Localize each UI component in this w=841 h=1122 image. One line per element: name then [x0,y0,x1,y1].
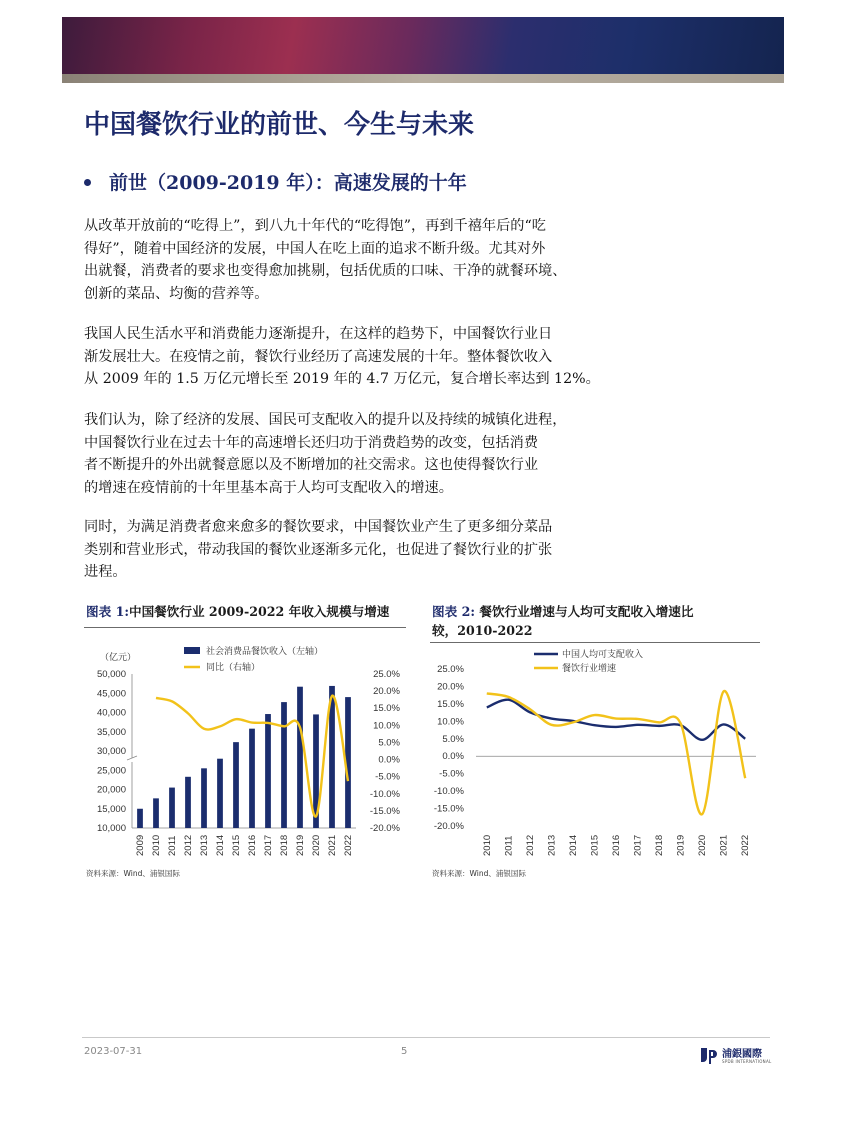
y-tick-label: -10.0% [433,786,464,798]
bar-2011 [169,788,175,828]
x-tick-label: 2015 [231,834,242,856]
x-tick-label: 2010 [481,834,493,856]
figure-1-label: 图表 1: [86,604,129,619]
chart-1-unit-label: （亿元） [100,652,137,662]
page-number: 5 [401,1046,408,1057]
paragraph-line: 从 2009 年的 1.5 万亿元增长至 2019 年的 4.7 万亿元，复合增长率达到 12%。 [84,371,600,387]
y-tick-label-left: 30,000 [96,746,126,757]
spdb-logo-icon [698,1045,720,1067]
x-tick-label: 2013 [199,834,210,856]
paragraph-line: 的增速在疫情前的十年里基本高于人均可支配收入的增速。 [84,479,453,496]
x-tick-label: 2012 [183,834,194,856]
y-tick-label-right: 0.0% [378,754,400,766]
figure-2-label: 图表 2: [432,604,475,619]
x-tick-label: 2021 [327,834,338,856]
y-tick-label-left: 20,000 [96,784,126,796]
y-tick-label: 5.0% [442,733,464,745]
y-tick-label: -20.0% [433,821,464,832]
y-tick-label-left: 45,000 [96,688,126,700]
header-banner-stripe [62,74,784,83]
section-heading-text: 前世（2009-2019 年）：高速发展的十年 [109,172,467,194]
x-tick-label: 2018 [654,834,666,856]
figure-2-title [432,602,762,640]
y-tick-label-right: 5.0% [378,737,400,749]
bar-2010 [153,798,159,828]
figure-2-title-text: 餐饮行业增速与人均可支配收入增速比 [479,604,694,619]
x-tick-label: 2022 [740,834,752,856]
y-tick-label-left: 10,000 [96,823,126,834]
paragraph-line: 渐发展壮大。在疫情之前，餐饮行业经历了高速发展的十年。整体餐饮收入 [84,348,553,365]
page-title: 中国餐饮行业的前世、今生与未来 [84,110,475,140]
chart-1-revenue [80,642,410,860]
y-tick-label-left: 35,000 [96,726,126,738]
spdb-logo [698,1045,770,1069]
x-tick-label: 2011 [503,835,515,856]
bar-2014 [217,759,223,828]
x-tick-label: 2009 [135,834,146,856]
header-banner [62,17,784,74]
bar-2015 [233,742,239,828]
paragraph-3 [84,409,614,499]
legend-label: 同比（右轴） [206,662,261,672]
y-tick-label-left: 15,000 [96,803,126,815]
paragraph-1 [84,215,614,305]
y-tick-label: 15.0% [437,698,464,710]
x-tick-label: 2015 [589,834,601,856]
x-tick-label: 2018 [279,834,290,856]
bar-2013 [201,768,207,828]
figure-2-source: 资料来源：Wind、浦银国际 [432,869,526,878]
legend-label: 餐饮行业增速 [562,663,617,673]
footer-date: 2023-07-31 [84,1046,143,1057]
x-tick-label: 2010 [151,834,162,856]
section-heading [84,168,467,195]
y-tick-label: 0.0% [442,751,464,763]
legend-label: 中国人均可支配收入 [562,649,644,659]
x-tick-label: 2021 [718,834,730,856]
x-tick-label: 2013 [546,834,558,856]
x-tick-label: 2020 [697,834,709,856]
y-tick-label-right: -5.0% [375,771,400,783]
paragraph-2 [84,323,614,391]
paragraph-4 [84,516,614,584]
legend-label: 社会消费品餐饮收入（左轴） [206,646,324,656]
paragraph-line: 类别和营业形式，带动我国的餐饮业逐渐多元化，也促进了餐饮行业的扩张 [84,541,553,558]
x-tick-label: 2019 [675,834,687,856]
paragraph-line: 从改革开放前的“吃得上”，到八九十年代的“吃得饱”，再到千禧年后的“吃 [84,218,546,234]
logo-subtext: SPDB INTERNATIONAL [722,1059,772,1064]
figure-1-rule [84,627,406,628]
paragraph-line: 得好”，随着中国经济的发展，中国人在吃上面的追求不断升级。尤其对外 [84,240,546,257]
y-tick-label-left: 40,000 [96,707,126,719]
y-tick-label-right: 15.0% [373,703,400,715]
bar-2019 [297,687,303,828]
x-tick-label: 2022 [343,834,354,856]
x-tick-label: 2016 [247,834,258,856]
paragraph-line: 同时，为满足消费者愈来愈多的餐饮要求，中国餐饮业产生了更多细分菜品 [84,519,553,535]
figure-1-title [86,602,416,621]
paragraph-line: 我们认为，除了经济的发展、国民可支配收入的提升以及持续的城镇化进程， [84,412,567,428]
figure-2-title-text-2: 较，2010-2022 [432,623,533,638]
y-tick-label-right: 25.0% [373,669,400,680]
y-tick-label: -5.0% [439,768,464,780]
y-tick-label-right: 10.0% [373,720,400,732]
legend-swatch-bar [184,647,200,654]
y-tick-label: 25.0% [437,664,464,675]
y-tick-label-right: -20.0% [369,823,400,834]
bar-2012 [185,777,191,828]
bar-2018 [281,702,287,828]
bar-2009 [137,809,143,828]
y-tick-label: 20.0% [437,681,464,693]
x-tick-label: 2016 [611,834,622,856]
bar-2017 [265,714,271,828]
paragraph-line: 创新的菜品、均衡的营养等。 [84,285,269,302]
paragraph-line: 进程。 [84,564,127,580]
paragraph-line: 中国餐饮行业在过去十年的高速增长还归功于消费趋势的改变，包括消费 [84,434,539,451]
paragraph-line: 我国人民生活水平和消费能力逐渐提升，在这样的趋势下，中国餐饮行业日 [84,326,553,342]
y-tick-label-left: 25,000 [96,765,126,777]
chart-2-growth-comparison [426,642,762,864]
bullet-icon [84,179,91,186]
y-tick-label-left: 50,000 [96,669,126,680]
y-tick-label: 10.0% [437,716,464,728]
x-tick-label: 2017 [632,834,644,856]
x-tick-label: 2012 [524,834,536,856]
y-tick-label-right: -10.0% [369,788,400,800]
figure-1-source: 资料来源：Wind、浦银国际 [86,869,180,878]
x-tick-label: 2020 [311,834,322,856]
paragraph-line: 者不断提升的外出就餐意愿以及不断增加的社交需求。这也使得餐饮行业 [84,457,539,473]
x-tick-label: 2019 [295,834,306,856]
y-tick-label-right: 20.0% [373,686,400,698]
paragraph-line: 出就餐，消费者的要求也变得愈加挑剔，包括优质的口味、干净的就餐环境、 [84,263,567,279]
bar-2016 [249,729,255,828]
figure-1-title-text: 中国餐饮行业 2009-2022 年收入规模与增速 [128,604,390,619]
x-tick-label: 2011 [167,835,178,856]
x-tick-label: 2014 [215,834,226,856]
x-tick-label: 2017 [263,834,274,856]
footer-divider [82,1037,770,1038]
y-tick-label-right: -15.0% [369,805,400,817]
logo-text: 浦銀國際 [722,1049,762,1060]
x-tick-label: 2014 [567,834,579,856]
y-tick-label: -15.0% [433,803,464,815]
